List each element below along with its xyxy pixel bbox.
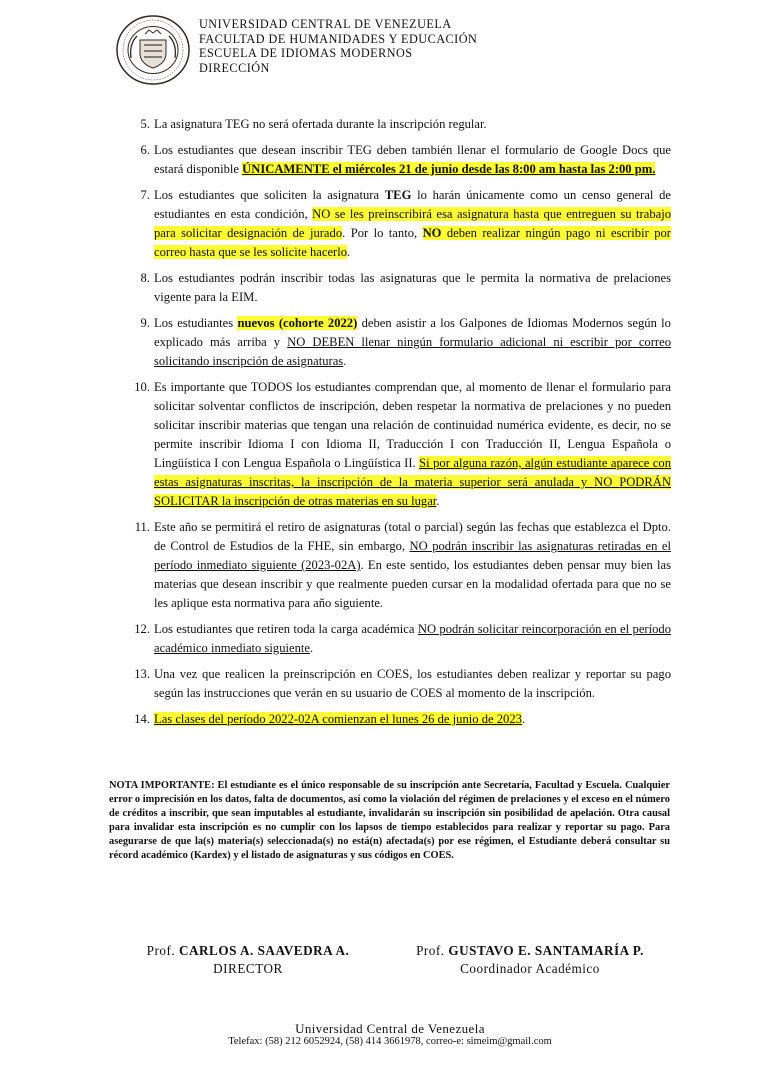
text-segment: . bbox=[309, 641, 314, 655]
header-office: DIRECCIÓN bbox=[199, 60, 270, 75]
text-segment: deben asistir a los Galpones de Idiomas Modernos según lo explicado más arriba y bbox=[154, 316, 671, 349]
list-item-text bbox=[154, 520, 671, 610]
text-segment: lo harán únicamente como un censo general de estudiantes en esta condición, bbox=[154, 188, 671, 221]
text-segment: Las clases del período 2022-02A comienzan el lunes 26 de junio de 2023 bbox=[154, 712, 522, 726]
list-item-text bbox=[154, 380, 671, 508]
signature-coordinator bbox=[396, 942, 664, 978]
list-item-number: 7. bbox=[140, 188, 150, 202]
text-segment: Una vez que realicen la preinscripción en COES, los estudiantes deben realizar y reportar su pago según las instrucciones que verán en su usuario de COES al momento de la inscripción. bbox=[154, 667, 671, 700]
list-item-text bbox=[154, 667, 671, 700]
text-segment: . bbox=[347, 245, 351, 259]
text-segment: NO podrán solicitar reincorporación en el período académico inmediato siguiente bbox=[154, 622, 671, 655]
text-segment: . bbox=[436, 494, 440, 508]
list-item-text bbox=[154, 712, 525, 726]
text-segment: TEG bbox=[384, 188, 412, 202]
list-item-number: 12. bbox=[134, 622, 150, 636]
list-item-text bbox=[154, 188, 671, 259]
text-segment: Los estudiantes bbox=[154, 316, 238, 330]
university-seal bbox=[115, 14, 191, 86]
text-segment: Este año se permitirá el retiro de asignaturas (total o parcial) según las fechas que establezca el Dpto. de Control de Estudios de la FHE, sin embargo, bbox=[154, 520, 671, 553]
signature-name: GUSTAVO E. SANTAMARÍA P. bbox=[448, 943, 644, 958]
signature-prefix: Prof. bbox=[416, 943, 449, 958]
text-segment: Los estudiantes podrán inscribir todas las asignaturas que le permita la normativa de prelaciones vigente para la EIM. bbox=[154, 271, 671, 304]
list-item bbox=[130, 186, 671, 262]
text-segment: NO podrán inscribir las asignaturas retiradas en el período inmediato siguiente (2023-02A) bbox=[154, 539, 671, 572]
header-faculty: FACULTAD DE HUMANIDADES Y EDUCACIÓN bbox=[199, 31, 478, 46]
footer-contact: Telefax: (58) 212 6052924, (58) 414 3661978, correo-e: simeim@gmail.com bbox=[228, 1036, 552, 1047]
list-item bbox=[130, 620, 671, 658]
footer-institution: Universidad Central de Venezuela bbox=[295, 1021, 485, 1036]
text-segment: NO DEBEN llenar ningún formulario adicional ni escribir por correo solicitando inscripción de asignaturas bbox=[154, 335, 672, 368]
text-segment: . En este sentido, los estudiantes deben pensar muy bien las materias que desean inscribir y que realmente pueden cursar en la modalidad ofertada para que no se les aplique esta normativa para año siguiente. bbox=[154, 558, 671, 610]
list-item-number: 10. bbox=[134, 380, 150, 394]
list-item-text bbox=[154, 117, 487, 131]
list-item bbox=[130, 665, 671, 703]
text-segment: Los estudiantes que soliciten la asignatura bbox=[154, 188, 385, 202]
list-item bbox=[130, 378, 671, 511]
list-item-number: 9. bbox=[140, 316, 150, 330]
list-item-number: 6. bbox=[140, 143, 150, 157]
text-segment: . bbox=[343, 354, 347, 368]
list-item-number: 14. bbox=[134, 712, 150, 726]
text-segment: nuevos (cohorte 2022) bbox=[237, 316, 358, 330]
list-item bbox=[130, 518, 671, 613]
list-item bbox=[130, 141, 671, 179]
text-segment: NO bbox=[422, 226, 442, 240]
header-school: ESCUELA DE IDIOMAS MODERNOS bbox=[199, 46, 413, 61]
signature-director bbox=[128, 942, 368, 978]
signature-name: CARLOS A. SAAVEDRA A. bbox=[178, 943, 350, 958]
text-segment: . Por lo tanto, bbox=[342, 226, 423, 240]
signature-role: Coordinador Académico bbox=[460, 961, 600, 976]
list-item bbox=[130, 710, 671, 729]
signature-role: DIRECTOR bbox=[213, 961, 283, 976]
text-segment: Si por alguna razón, algún estudiante aparece con estas asignaturas inscritas, la inscripción de la materia superior será anulada y NO PODRÁN SOLICITAR la inscripción de otras materias en su lugar bbox=[154, 456, 671, 508]
list-item bbox=[130, 115, 671, 134]
text-segment: ÚNICAMENTE el miércoles 21 de junio desde las 8:00 am hasta las 2:00 pm. bbox=[242, 162, 656, 176]
list-item-number: 5. bbox=[140, 117, 150, 131]
list-item-number: 11. bbox=[134, 520, 150, 534]
list-item-number: 13. bbox=[134, 667, 150, 681]
list-item bbox=[130, 314, 671, 371]
signature-prefix: Prof. bbox=[146, 943, 179, 958]
list-item-text bbox=[154, 622, 671, 655]
text-segment: Los estudiantes que desean inscribir TEG deben también llenar el formulario de Google Docs que estará disponible bbox=[154, 143, 671, 176]
text-segment: Los estudiantes que retiren toda la carga académica bbox=[154, 622, 418, 636]
list-item-number: 8. bbox=[140, 271, 150, 285]
text-segment: deben realizar ningún pago ni escribir por correo hasta que se les solicite hacerlo bbox=[154, 226, 671, 259]
header-university: UNIVERSIDAD CENTRAL DE VENEZUELA bbox=[199, 17, 452, 31]
text-segment: NO se les preinscribirá esa asignatura hasta que entreguen su trabajo para solicitar designación de jurado bbox=[154, 207, 671, 240]
list-item bbox=[130, 269, 671, 307]
numbered-list bbox=[130, 115, 671, 736]
institution-header bbox=[199, 17, 477, 75]
important-note: NOTA IMPORTANTE: El estudiante es el único responsable de su inscripción ante Secretaría, Facultad y Escuela. Cualquier error o imprecisión en los datos, falta de documentos, así como la violación del régimen de prelaciones y el exceso en el número de créditos a inscribir, que sean imputables al estudiante, invalidarán su inscripción sin posibilidad de apelación. Otra causal para invalidar esta inscripción es no cumplir con los lapsos de tiempo establecidos para realizar y reportar su pago. Para asegurarse de que la(s) materia(s) seleccionada(s) no está(n) afectada(s) por ese régimen, el Estudiante deberá consultar su récord académico (Kardex) y el listado de asignaturas y sus códigos en COES. bbox=[109, 780, 670, 861]
text-segment: . bbox=[521, 712, 526, 726]
list-item-text bbox=[154, 143, 671, 176]
list-item-text bbox=[154, 271, 671, 304]
list-item-text bbox=[154, 316, 671, 368]
text-segment: Es importante que TODOS los estudiantes comprendan que, al momento de llenar el formulario para solicitar solventar conflictos de inscripción, deben respetar la normativa de prelaciones y no pueden solicitar inscribir materias que tengan una relación de continuidad numérica evidente, es decir, no se permite inscribir Idioma I con Idioma II, Traducción I con Traducción II, Lengua Española o Lingüística I con Lengua Española o Lingüística II. bbox=[154, 380, 671, 470]
text-segment: La asignatura TEG no será ofertada durante la inscripción regular. bbox=[154, 117, 487, 131]
